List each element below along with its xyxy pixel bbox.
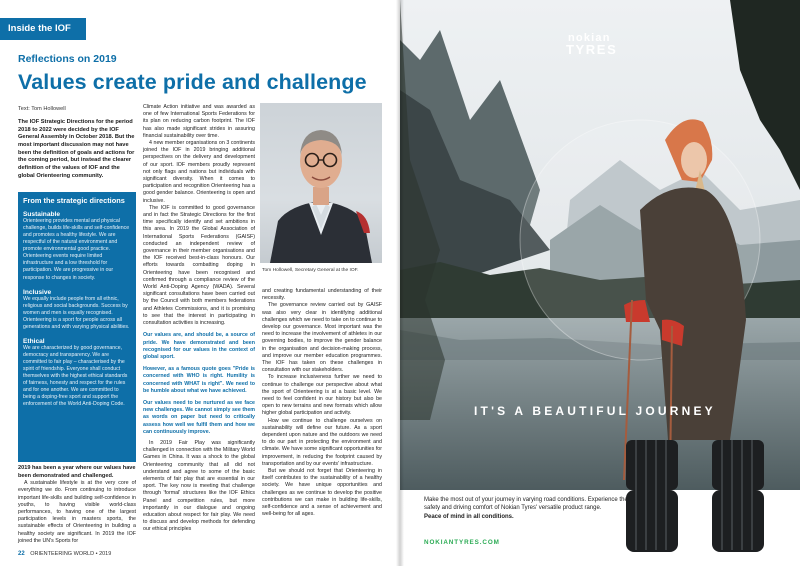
strategic-directions-box — [18, 192, 136, 462]
box-section-title: Inclusive — [23, 288, 52, 296]
ad-body — [424, 496, 634, 521]
pull-quote: Our values need to be nurtured as we face new challenges. We cannot simply see them as words on paper but need to critically assess how well we fulfil them and how we can continuously improve. — [143, 399, 255, 435]
nokian-logo: nokian — [568, 32, 611, 44]
column-2-paragraph: The IOF is committed to good governance and in fact the Strategic Directions for the first time specifically identify and set ambitions in this area. In 2019 the Global Association of International Sports Federations (GAISF) conducted an independent review of governance in their member organisations and the IOF received best-in-class honours. Our efforts towards combatting doping in Orienteering have been recognised and confirmed through a compliance review of the World Anti-Doping Agency (WADA). Several significant consultations have been carried out by the Council with both members federations and Athletes Commissions, and it is promising to see that the interest in participating in consultation activities is increasing. — [143, 204, 255, 327]
box-section-title: Sustainable — [23, 211, 61, 218]
column-1-text: A sustainable lifestyle is at the very core of everything we do. From continuing to introduce important life-skills and building self-confidence in youths, to having visible world-class performances, to having one of the largest participation levels in masters sports, the sustainable effects of Orienteering in building a healthy society are significant. In 2019 the IOF joined the UN's Sports for — [18, 480, 136, 544]
column-1-bold: 2019 has been a year where our values have been demonstrated and challenged. — [18, 465, 136, 479]
ad-url[interactable]: NOKIANTYRES.COM — [424, 539, 500, 546]
byline: Text: Tom Hollowell — [18, 106, 66, 112]
page-number: 22 — [18, 551, 25, 557]
magazine-name: ORIENTEERING WORLD • 2019 — [30, 551, 112, 557]
nokian-logo-tyres: TYRES — [566, 42, 618, 57]
page-gutter — [396, 0, 404, 566]
pull-quote: Our values are, and should be, a source of pride. We have demonstrated and been recognised for our values in the context of global sport. — [143, 332, 255, 360]
column-3-paragraph: and creating fundamental understanding of their necessity. — [262, 288, 382, 302]
photo-caption: Tom Hollowell, Secretary General at the IOF. — [262, 268, 359, 273]
column-2 — [143, 104, 255, 534]
column-3-paragraph: But we should not forget that Orienteering in itself contributes to the sustainability of a healthy society. We have unique opportunities and challenges as we continue to develop the positive contributions we can make in building life-skills, self-confidence and a sense of achievement and well-being for all ages. — [262, 468, 382, 518]
box-section-text: We equally include people from all ethnic, religious and social backgrounds. Success by women and men is equally recognised. Orienteering is a sport for people across all generations and with varying physical abilities. — [23, 295, 130, 330]
box-section-title: Ethical — [23, 337, 45, 345]
box-heading: From the strategic directions — [23, 196, 125, 205]
ad-body-text: Make the most out of your journey in varying road conditions. Experience the safety and driving comfort of Nokian Tyres' versatile product range. — [424, 497, 628, 512]
column-3 — [262, 288, 382, 519]
column-2-paragraph: Climate Action initiative and was awarded as one of few International Sports Federations for its plan on reducing carbon footprint. The IOF has also made significant strides in assuring financial sustainability over time. — [143, 104, 255, 139]
ad-tagline: IT'S A BEAUTIFUL JOURNEY — [474, 404, 716, 418]
box-section-text: Orienteering provides mental and physical challenge, builds life-skills and self-confidence and promotes a healthy lifestyle. We are respectful of the natural environment and promote environmental good practice. Orienteering events require limited infrastructure and a low threshold for participation. We are progressive in our response to changes in society. — [23, 218, 130, 281]
column-3-paragraph: The governance review carried out by GAISF was also very clear in identifying additional challenges which we need to take on to continue to develop our governance. Most important was the need to increase the involvement of athletes in our governing bodies, to improve the gender balance in the organisation and decision-making process, and improve our member education programmes. The IOF has taken on these challenges in consultation with our stakeholders. — [262, 302, 382, 374]
portrait-photo — [260, 103, 382, 263]
ad-slogan: Peace of mind in all conditions. — [424, 513, 514, 520]
page-title: Values create pride and challenge — [18, 70, 367, 94]
column-3-paragraph: How we continue to challenge ourselves on sustainability will define our future. As a sport dependent upon nature and the outdoors we need to do our part in protecting the environment and climate. We have some significant opportunities for improvement, in reducing the footprint caused by transportation and by our events' infrastructure. — [262, 417, 382, 467]
lead-paragraph: The IOF Strategic Directions for the period 2018 to 2022 were decided by the IOF General Assembly in October 2018. But the most important discussion may not have been the definition of goals and actions for the coming period, but instead the clearer definition of the values of IOF and the global Orienteering community. — [18, 119, 135, 179]
section-tab: Inside the IOF — [0, 18, 86, 40]
tyre-bottom-illustration — [620, 490, 800, 566]
pull-quote: However, as a famous quote goes "Pride is concerned with WHO is right. Humility is concerned with WHAT is right". We need to be humble about what we have achieved. — [143, 366, 255, 394]
column-2-paragraph: 4 new member organisations on 3 continents joined the IOF in 2019 bringing additional perspectives on the delivery and development of our sport. IOF members proudly represent not only flags and nations but individuals with significant diversity. When it comes to participation and recognition Orienteering has a good gender balance. Orienteering is open and inclusive. — [143, 140, 255, 204]
nokian-advertisement — [400, 0, 800, 566]
page-footer — [18, 551, 111, 557]
column-3-paragraph: To increase inclusiveness further we need to continue to challenge our perspective about what the sport of Orienteering is at a basic level. We need to feel confident in our history but also be open to new terrains and new formats which allow higher global participation and activity. — [262, 374, 382, 417]
column-2-paragraph: In 2019 Fair Play was significantly challenged in connection with the Military World Games in China. It was a shock to the global Orienteering community that all did not understand and agree to some of the basic elements of fair play that are essential in our sport. The key now is meeting that challenge through 'formal' structures like the IOF Ethics Panel and competition rules, but more importantly in our dialogue and ongoing education about respect for fair play. We need to discuss and develop methods for defending our ethical principles — [143, 439, 255, 533]
box-section-text: We are characterized by good governance, democracy and transparency. We are committed to fair play – characterised by the spirit of friendship. Everyone shall conduct themselves with the highest ethical standards of fairness, honesty and respect for the rules and for one another. We are committed to being a doping-free sport and support the enforcement of the World Anti-Doping Code. — [23, 344, 128, 408]
column-1-body — [18, 465, 136, 545]
kicker: Reflections on 2019 — [18, 53, 117, 65]
portrait-illustration — [260, 103, 382, 263]
